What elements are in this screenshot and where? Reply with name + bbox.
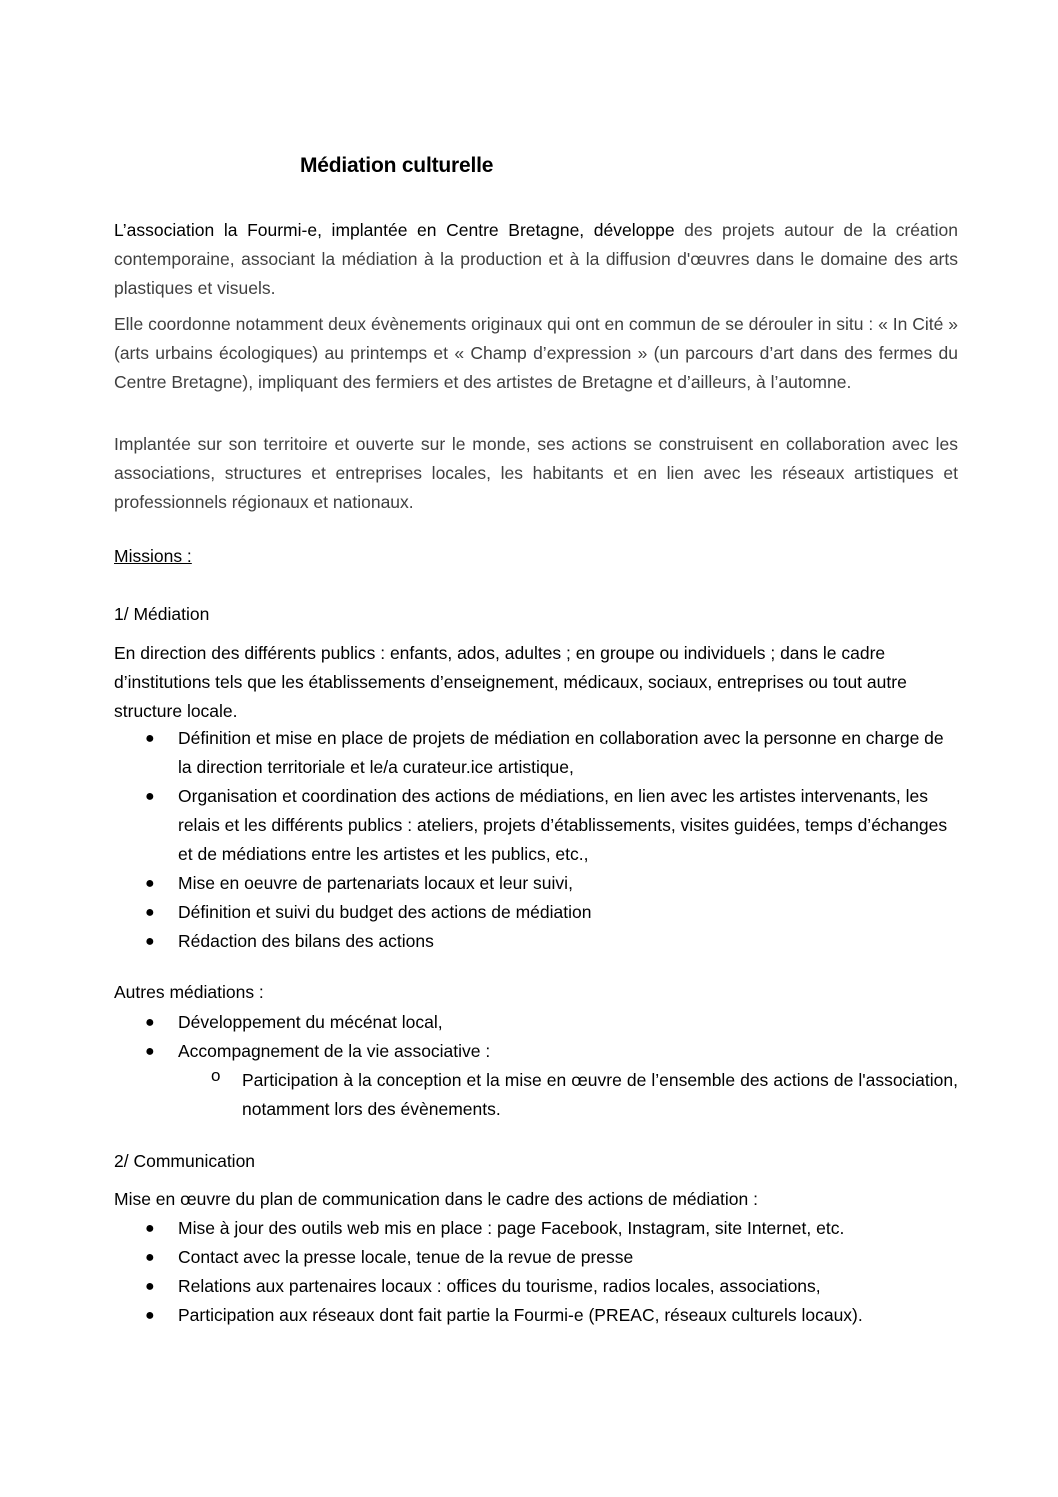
- bullet-icon: ●: [145, 1307, 155, 1324]
- list-item: ● Mise à jour des outils web mis en place : page Facebook, Instagram, site Internet, etc.: [114, 1214, 962, 1243]
- communication-text: Mise en œuvre du plan de communication dans le cadre des actions de médiation :: [114, 1189, 758, 1209]
- intro-rest: des projets autour de la création contemporaine, associant la médiation à la production et à la diffusion d'œuvres dans le domaine des arts plastiques et visuels.: [114, 220, 958, 298]
- missions-heading: Missions :: [114, 546, 192, 566]
- list-item: ● Rédaction des bilans des actions: [114, 927, 962, 956]
- page-title: Médiation culturelle: [300, 154, 494, 177]
- list-item: ● Accompagnement de la vie associative :: [114, 1037, 962, 1066]
- list-item: ● Organisation et coordination des actions de médiations, en lien avec les artistes intervenants, les relais et les différents publics : ateliers, projets d’établissements, visites guidées, temps d’échanges et de médiations entre les artistes et les publics, etc.,: [114, 782, 962, 869]
- list-item: ● Contact avec la presse locale, tenue de la revue de presse: [114, 1243, 962, 1272]
- autres-heading: Autres médiations :: [114, 982, 264, 1002]
- list-item: ● Développement du mécénat local,: [114, 1008, 962, 1037]
- mediation-text: En direction des différents publics : enfants, ados, adultes ; en groupe ou individuels ; dans le cadre d’institutions tels que les établissements d’enseignement, médicaux, sociaux, entreprises ou tout autre structure locale.: [114, 643, 907, 721]
- bullet-icon: ●: [145, 875, 155, 892]
- bullet-icon: ●: [145, 1249, 155, 1266]
- list-item: ● Définition et suivi du budget des actions de médiation: [114, 898, 962, 927]
- list-item: ● Mise en oeuvre de partenariats locaux et leur suivi,: [114, 869, 962, 898]
- list-item: ● Participation aux réseaux dont fait partie la Fourmi-e (PREAC, réseaux culturels locaux).: [114, 1301, 962, 1330]
- bullet-icon: ●: [145, 1043, 155, 1060]
- bullet-icon: ●: [145, 788, 155, 805]
- autres-bullet-list: [114, 1008, 962, 1066]
- bullet-icon: ●: [145, 1014, 155, 1031]
- bullet-icon: ●: [145, 933, 155, 950]
- intro-paragraph-3: Implantée sur son territoire et ouverte sur le monde, ses actions se construisent en collaboration avec les associations, structures et entreprises locales, les habitants et en lien avec les réseaux artistiques et professionnels régionaux et nationaux.: [114, 434, 958, 512]
- list-item: ● Définition et mise en place de projets de médiation en collaboration avec la personne en charge de la direction territoriale et le/a curateur.ice artistique,: [114, 724, 962, 782]
- bullet-icon: ●: [145, 1220, 155, 1237]
- list-item: ● Relations aux partenaires locaux : offices du tourisme, radios locales, associations,: [114, 1272, 962, 1301]
- intro-lead: L’association la Fourmi-e, implantée en Centre Bretagne, développe: [114, 220, 675, 240]
- bullet-icon: ●: [145, 1278, 155, 1295]
- intro-paragraph-1: [114, 216, 958, 303]
- mediation-bullet-list: [114, 724, 962, 956]
- bullet-icon: ●: [145, 730, 155, 747]
- sub-bullet-icon: o: [211, 1066, 221, 1085]
- mediation-heading: 1/ Médiation: [114, 604, 210, 624]
- intro-paragraph-2: Elle coordonne notamment deux évènements originaux qui ont en commun de se dérouler in situ : « In Cité » (arts urbains écologiques) au printemps et « Champ d’expression » (un parcours d’art dans des fermes du Centre Bretagne), impliquant des fermiers et des artistes de Bretagne et d’ailleurs, à l’automne.: [114, 314, 958, 392]
- sub-list-item: Participation à la conception et la mise en œuvre de l’ensemble des actions de l'association, notamment lors des évènements.: [242, 1070, 958, 1119]
- bullet-icon: ●: [145, 904, 155, 921]
- communication-heading: 2/ Communication: [114, 1151, 256, 1171]
- communication-bullet-list: [114, 1214, 962, 1330]
